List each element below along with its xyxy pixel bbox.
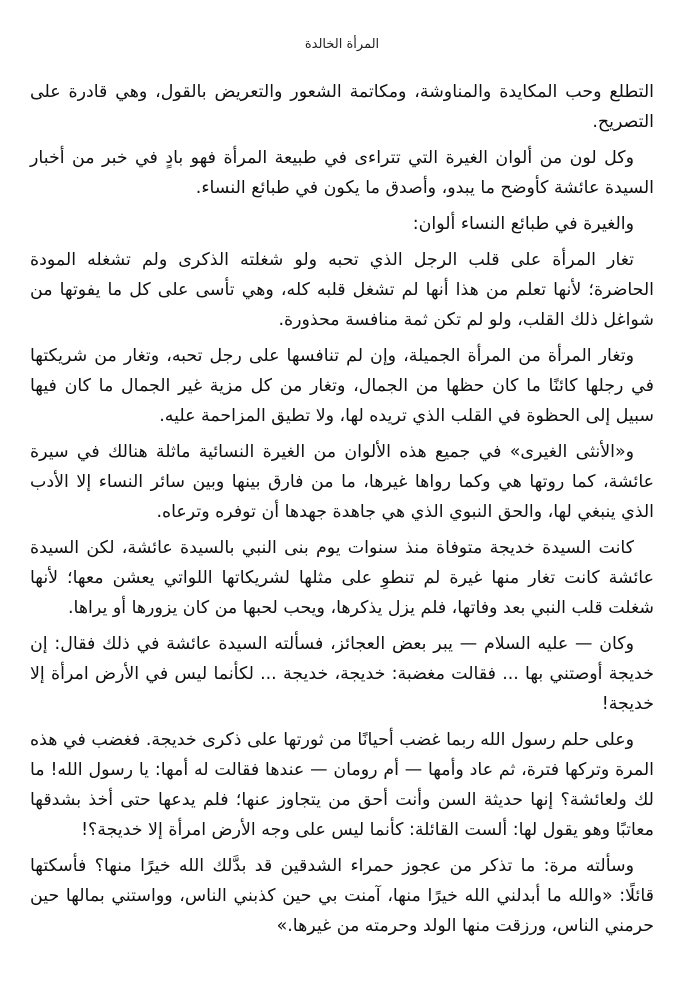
paragraph: وعلى حلم رسول الله ربما غضب أحيانًا من ثورتها على ذكرى خديجة. فغضب في هذه المرة وتركها فترة، ثم عاد وأمها — أم رومان — عندها فقالت له أمها: يا رسول الله! ما لك ولعائشة؟ إنها حديثة السن وأنت أحق من يتجاوز عنها؛ فلم يدعها حتى أخذ بشدقها معاتبًا وهو يقول لها: ألست القائلة: كأنما ليس على وجه الأرض امرأة إلا خديجة؟!	[30, 730, 654, 840]
paragraph: و«الأنثى الغيرى» في جميع هذه الألوان من الغيرة النسائية ماثلة هنالك في سيرة عائشة، كما روتها هي وكما رواها غيرها، ما من فارق بينها وبين سائر النساء إلا الأدب الذي ينبغي لها، والحق النبوي الذي هي جاهدة جهدها أن توفره وترعاه.	[30, 442, 654, 522]
paragraph: وتغار المرأة من المرأة الجميلة، وإن لم تنافسها على رجل تحبه، وتغار من شريكتها في رجلها كائنًا ما كان حظها من الجمال، وتغار من كل مزية غير الجمال ما كان فيها سبيل إلى الحظوة في القلب الذي تريده لها، ولا تطيق المزاحمة عليه.	[30, 346, 654, 426]
paragraph: وسألته مرة: ما تذكر من عجوز حمراء الشدقين قد بدَّلك الله خيرًا منها؟ فأسكتها قائلًا: «والله ما أبدلني الله خيرًا منها، آمنت بي حين كذبني الناس، وواستني بمالها حين حرمني الناس، ورزقت منها الولد وحرمته من غيرها.»	[30, 856, 654, 936]
paragraph: وكان — عليه السلام — يبر بعض العجائز، فسألته السيدة عائشة في ذلك فقال: إن خديجة أوصتني بها ... فقالت مغضبة: خديجة، خديجة ... لكأنما ليس في الأرض امرأة إلا خديجة!	[30, 634, 654, 714]
paragraph: تغار المرأة على قلب الرجل الذي تحبه ولو شغلته الذكرى ولم تشغله المودة الحاضرة؛ لأنها تعلم من هذا أنها لم تشغل قلبه كله، وهي تأسى على كل ما يفوتها من شواغل ذلك القلب، ولو لم تكن ثمة منافسة محذورة.	[30, 250, 654, 330]
paragraph: كانت السيدة خديجة متوفاة منذ سنوات يوم بنى النبي بالسيدة عائشة، لكن السيدة عائشة كانت تغار منها غيرة لم تنطوِ على مثلها لشريكاتها اللواتي يعشن معها؛ لأنها شغلت قلب النبي بعد وفاتها، فلم يزل يذكرها، ويحب لحبها من كان يزورها أو يراها.	[30, 538, 654, 618]
paragraph: والغيرة في طبائع النساء ألوان:	[412, 214, 634, 234]
body-text	[30, 77, 654, 941]
running-header: المرأة الخالدة	[304, 37, 380, 52]
paragraph: التطلع وحب المكايدة والمناوشة، ومكاتمة الشعور والتعريض بالقول، وهي قادرة على التصريح.	[30, 82, 654, 132]
paragraph: وكل لون من ألوان الغيرة التي تتراءى في طبيعة المرأة فهو بادٍ في خبر من أخبار السيدة عائشة كأوضح ما يبدو، وأصدق ما يكون في طبائع النساء.	[30, 148, 654, 198]
book-page	[30, 0, 654, 1000]
